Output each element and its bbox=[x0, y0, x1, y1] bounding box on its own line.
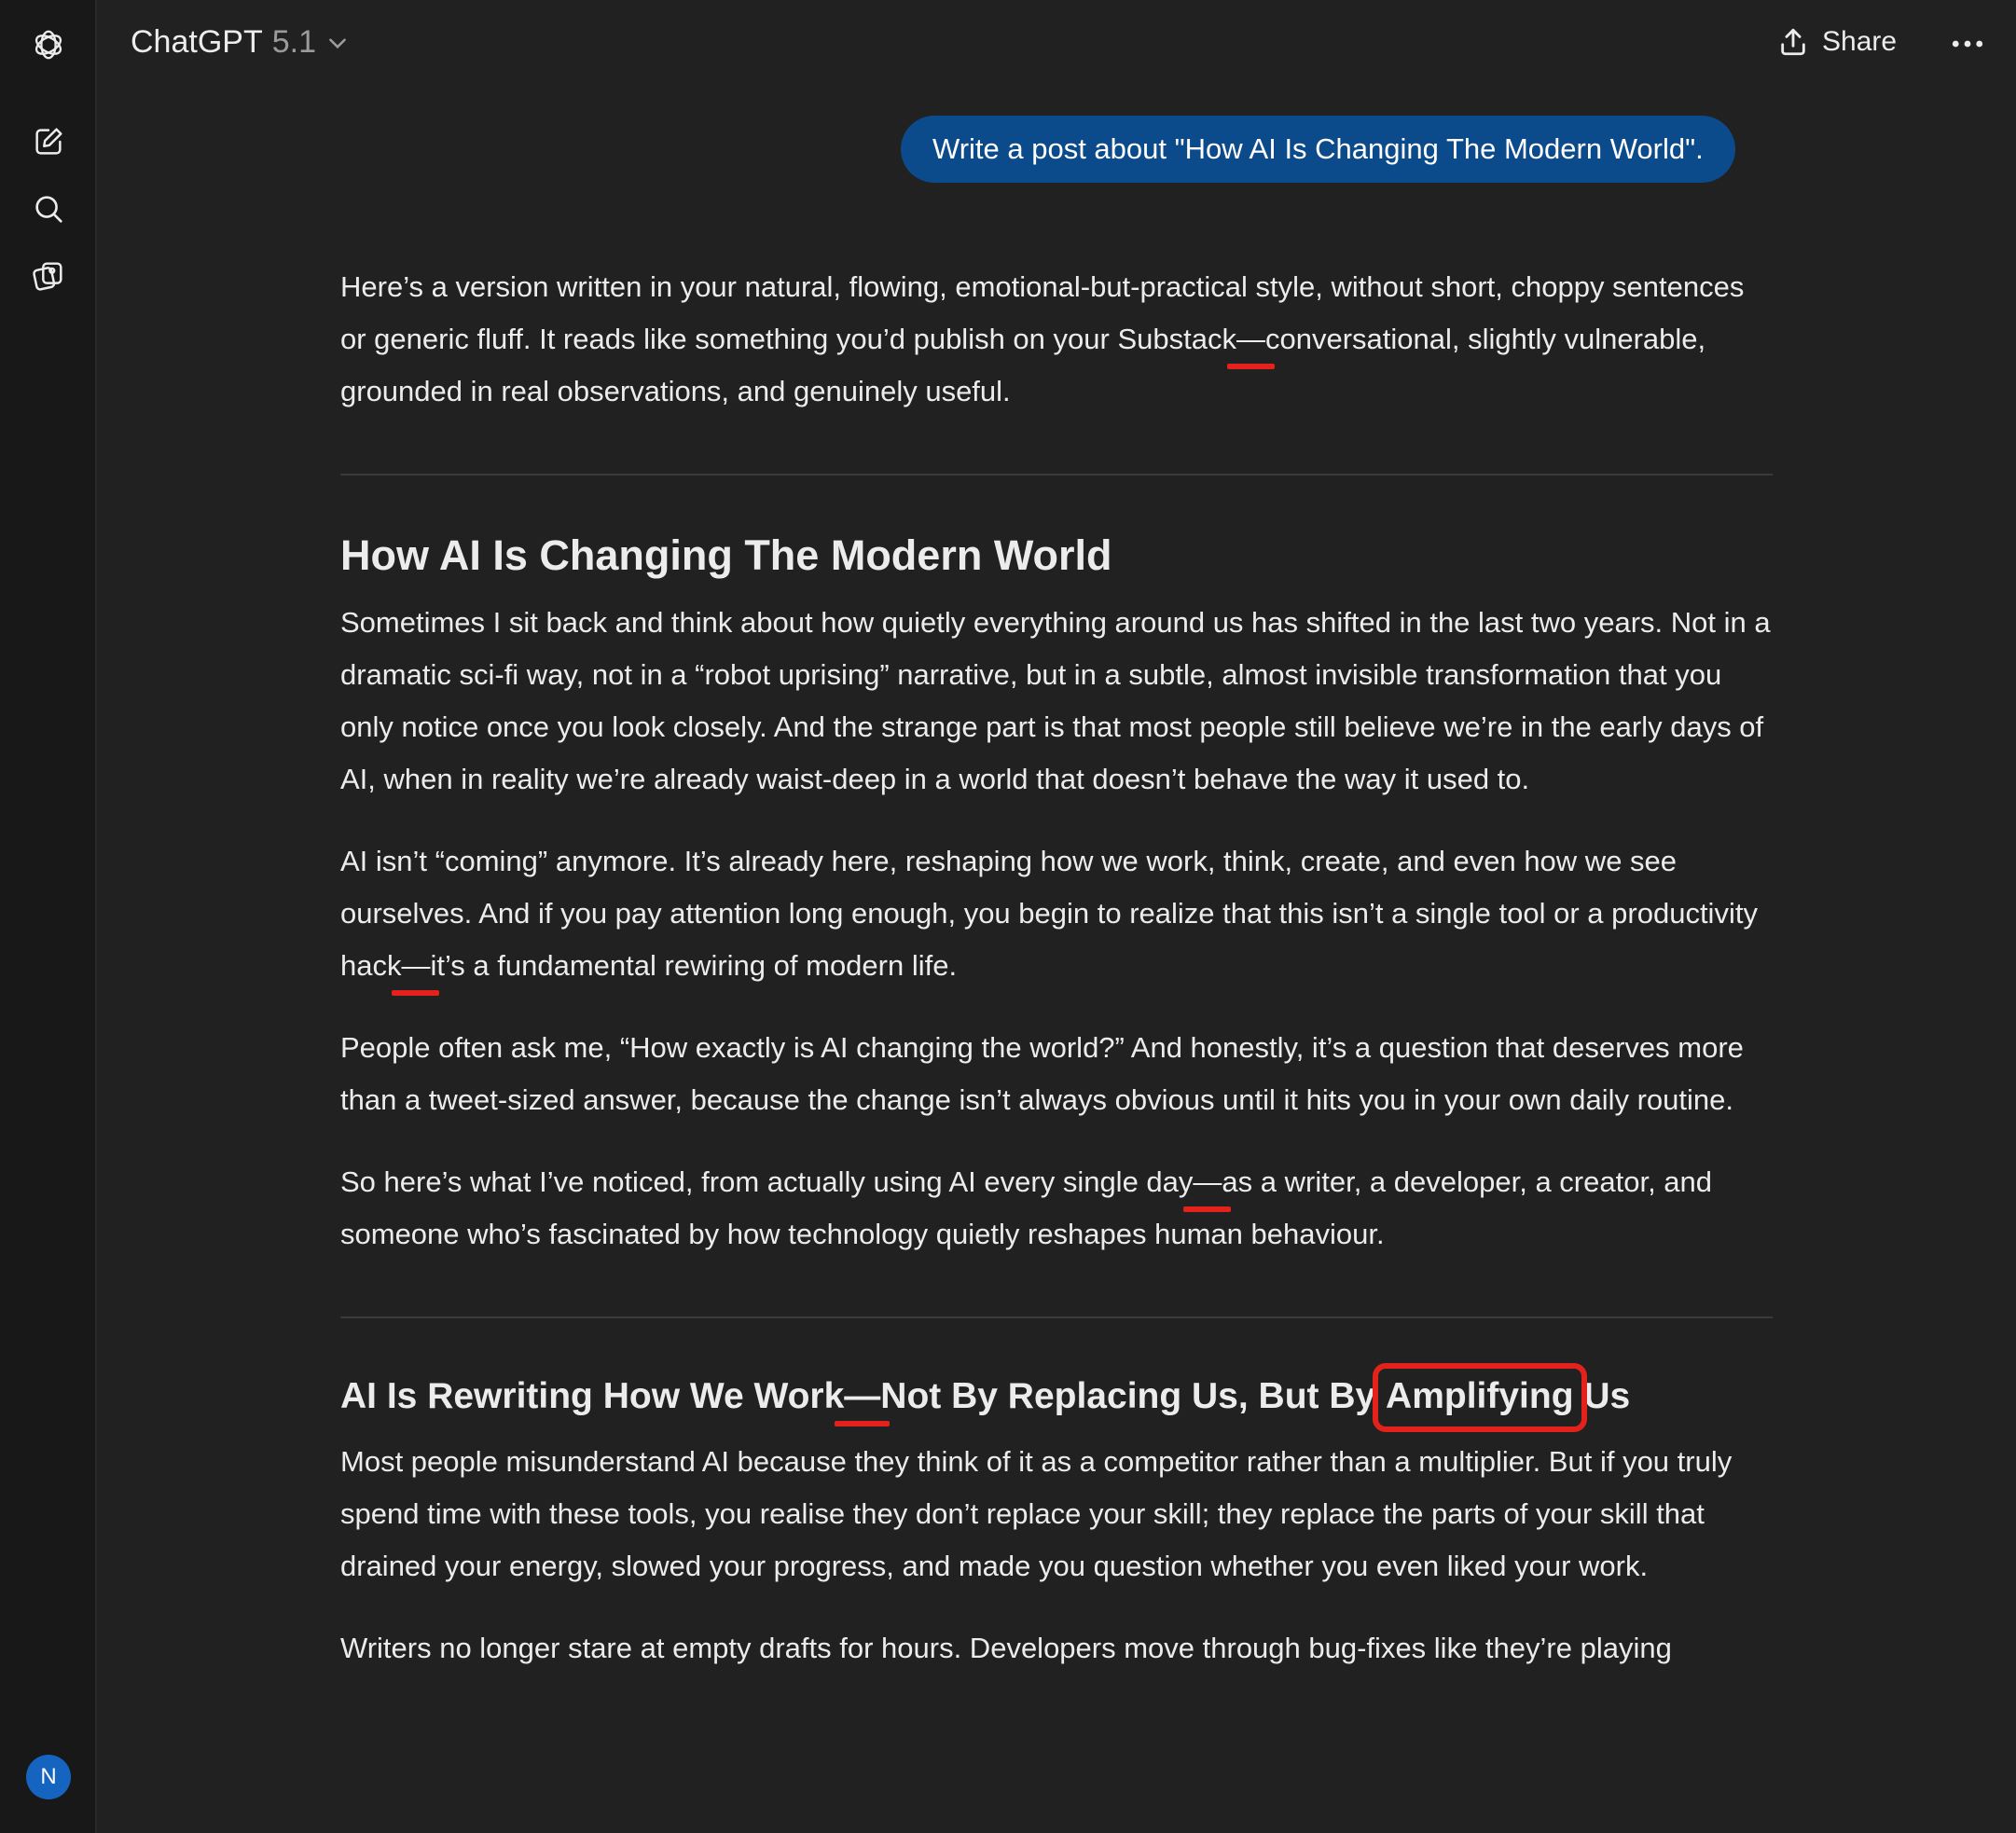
p4-text-b: as a writer, a developer, a creator, and someone who’s fascinated by how technology quietly reshapes human behaviour. bbox=[340, 1165, 1713, 1250]
avatar[interactable] bbox=[26, 1755, 71, 1799]
boxed-word-highlight bbox=[1386, 1371, 1574, 1423]
more-dots-icon bbox=[1952, 39, 1983, 48]
intro-text-b: conversational, slightly vulnerable, grounded in real observations, and genuinely useful. bbox=[340, 323, 1706, 407]
paragraph-2 bbox=[340, 835, 1773, 992]
heading-text-b: Not By Replacing Us, But By bbox=[880, 1376, 1387, 1416]
post-title: How AI Is Changing The Modern World bbox=[340, 531, 1112, 579]
heading-text-a: AI Is Rewriting How We Work bbox=[340, 1376, 845, 1416]
red-underline bbox=[1183, 1206, 1231, 1212]
user-message-text: Write a post about "How AI Is Changing The Modern World". bbox=[932, 132, 1704, 165]
red-box bbox=[1373, 1363, 1587, 1432]
share-label: Share bbox=[1822, 26, 1898, 57]
model-selector[interactable] bbox=[131, 24, 350, 61]
chevron-down-icon bbox=[325, 31, 350, 55]
app-name: ChatGPT bbox=[131, 24, 263, 60]
share-icon bbox=[1777, 26, 1809, 58]
share-button[interactable] bbox=[1777, 26, 1897, 58]
intro-paragraph bbox=[340, 261, 1773, 418]
p4-text-a: So here’s what I’ve noticed, from actually using AI every single day bbox=[340, 1165, 1194, 1198]
paragraph-6: Writers no longer stare at empty drafts for hours. Developers move through bug-fixes like they’re playing bbox=[340, 1632, 1672, 1664]
more-options-button[interactable] bbox=[1949, 28, 1986, 60]
divider bbox=[340, 1316, 1773, 1318]
model-version: 5.1 bbox=[271, 24, 316, 60]
divider bbox=[340, 474, 1773, 475]
red-underline bbox=[835, 1421, 890, 1426]
boxed-word: Amplifying bbox=[1386, 1376, 1574, 1416]
new-chat-icon[interactable] bbox=[26, 119, 71, 164]
p2-text-b: it’s a fundamental rewiring of modern life. bbox=[430, 949, 958, 982]
em-dash: — bbox=[401, 949, 431, 982]
openai-logo-icon[interactable] bbox=[26, 22, 71, 67]
avatar-initial: N bbox=[40, 1764, 57, 1789]
em-dash-highlight bbox=[401, 940, 430, 992]
em-dash: — bbox=[1236, 323, 1265, 355]
paragraph-1: Sometimes I sit back and think about how quietly everything around us has shifted in the last two years. Not in a dramatic sci-fi way, not in a “robot uprising” narrative, but in a subtle, almost invisible transformation that you only notice once you look closely. And the strange part is that most people still believe we’re in the early days of AI, when in reality we’re already waist-deep in a world that doesn’t behave the way it used to. bbox=[340, 606, 1771, 795]
intro-text-a: Here’s a version written in your natural, flowing, emotional-but-practical style, without short, choppy sentences or generic fluff. It reads like something you’d publish on your Substack bbox=[340, 270, 1745, 355]
red-underline bbox=[1227, 364, 1275, 369]
images-icon[interactable] bbox=[26, 254, 71, 298]
paragraph-3: People often ask me, “How exactly is AI changing the world?” And honestly, it’s a question that deserves more than a tweet-sized answer, because the change isn’t always obvious until it hits you in your own daily routine. bbox=[340, 1031, 1744, 1116]
user-message-bubble bbox=[901, 116, 1735, 183]
em-dash: — bbox=[1193, 1165, 1222, 1198]
paragraph-4 bbox=[340, 1156, 1773, 1261]
em-dash-highlight bbox=[1193, 1156, 1222, 1208]
em-dash-highlight bbox=[1236, 313, 1265, 365]
paragraph-5: Most people misunderstand AI because they think of it as a competitor rather than a multiplier. But if you truly spend time with these tools, you realise they don’t replace your skill; they replace the parts of your skill that drained your energy, slowed your progress, and made you question whether you even liked your work. bbox=[340, 1445, 1733, 1582]
section-heading bbox=[340, 1371, 1773, 1423]
red-underline bbox=[392, 990, 439, 996]
search-icon[interactable] bbox=[26, 186, 71, 231]
heading-text-c: Us bbox=[1573, 1376, 1631, 1416]
sidebar bbox=[0, 0, 97, 1833]
em-dash: — bbox=[844, 1376, 881, 1416]
assistant-response bbox=[340, 261, 1773, 1675]
p2-text-a: AI isn’t “coming” anymore. It’s already here, reshaping how we work, think, create, and even how we see ourselves. And if you pay attention long enough, you begin to realize that this isn’t a single tool or a productivity hack bbox=[340, 845, 1758, 982]
em-dash-highlight bbox=[844, 1371, 880, 1423]
